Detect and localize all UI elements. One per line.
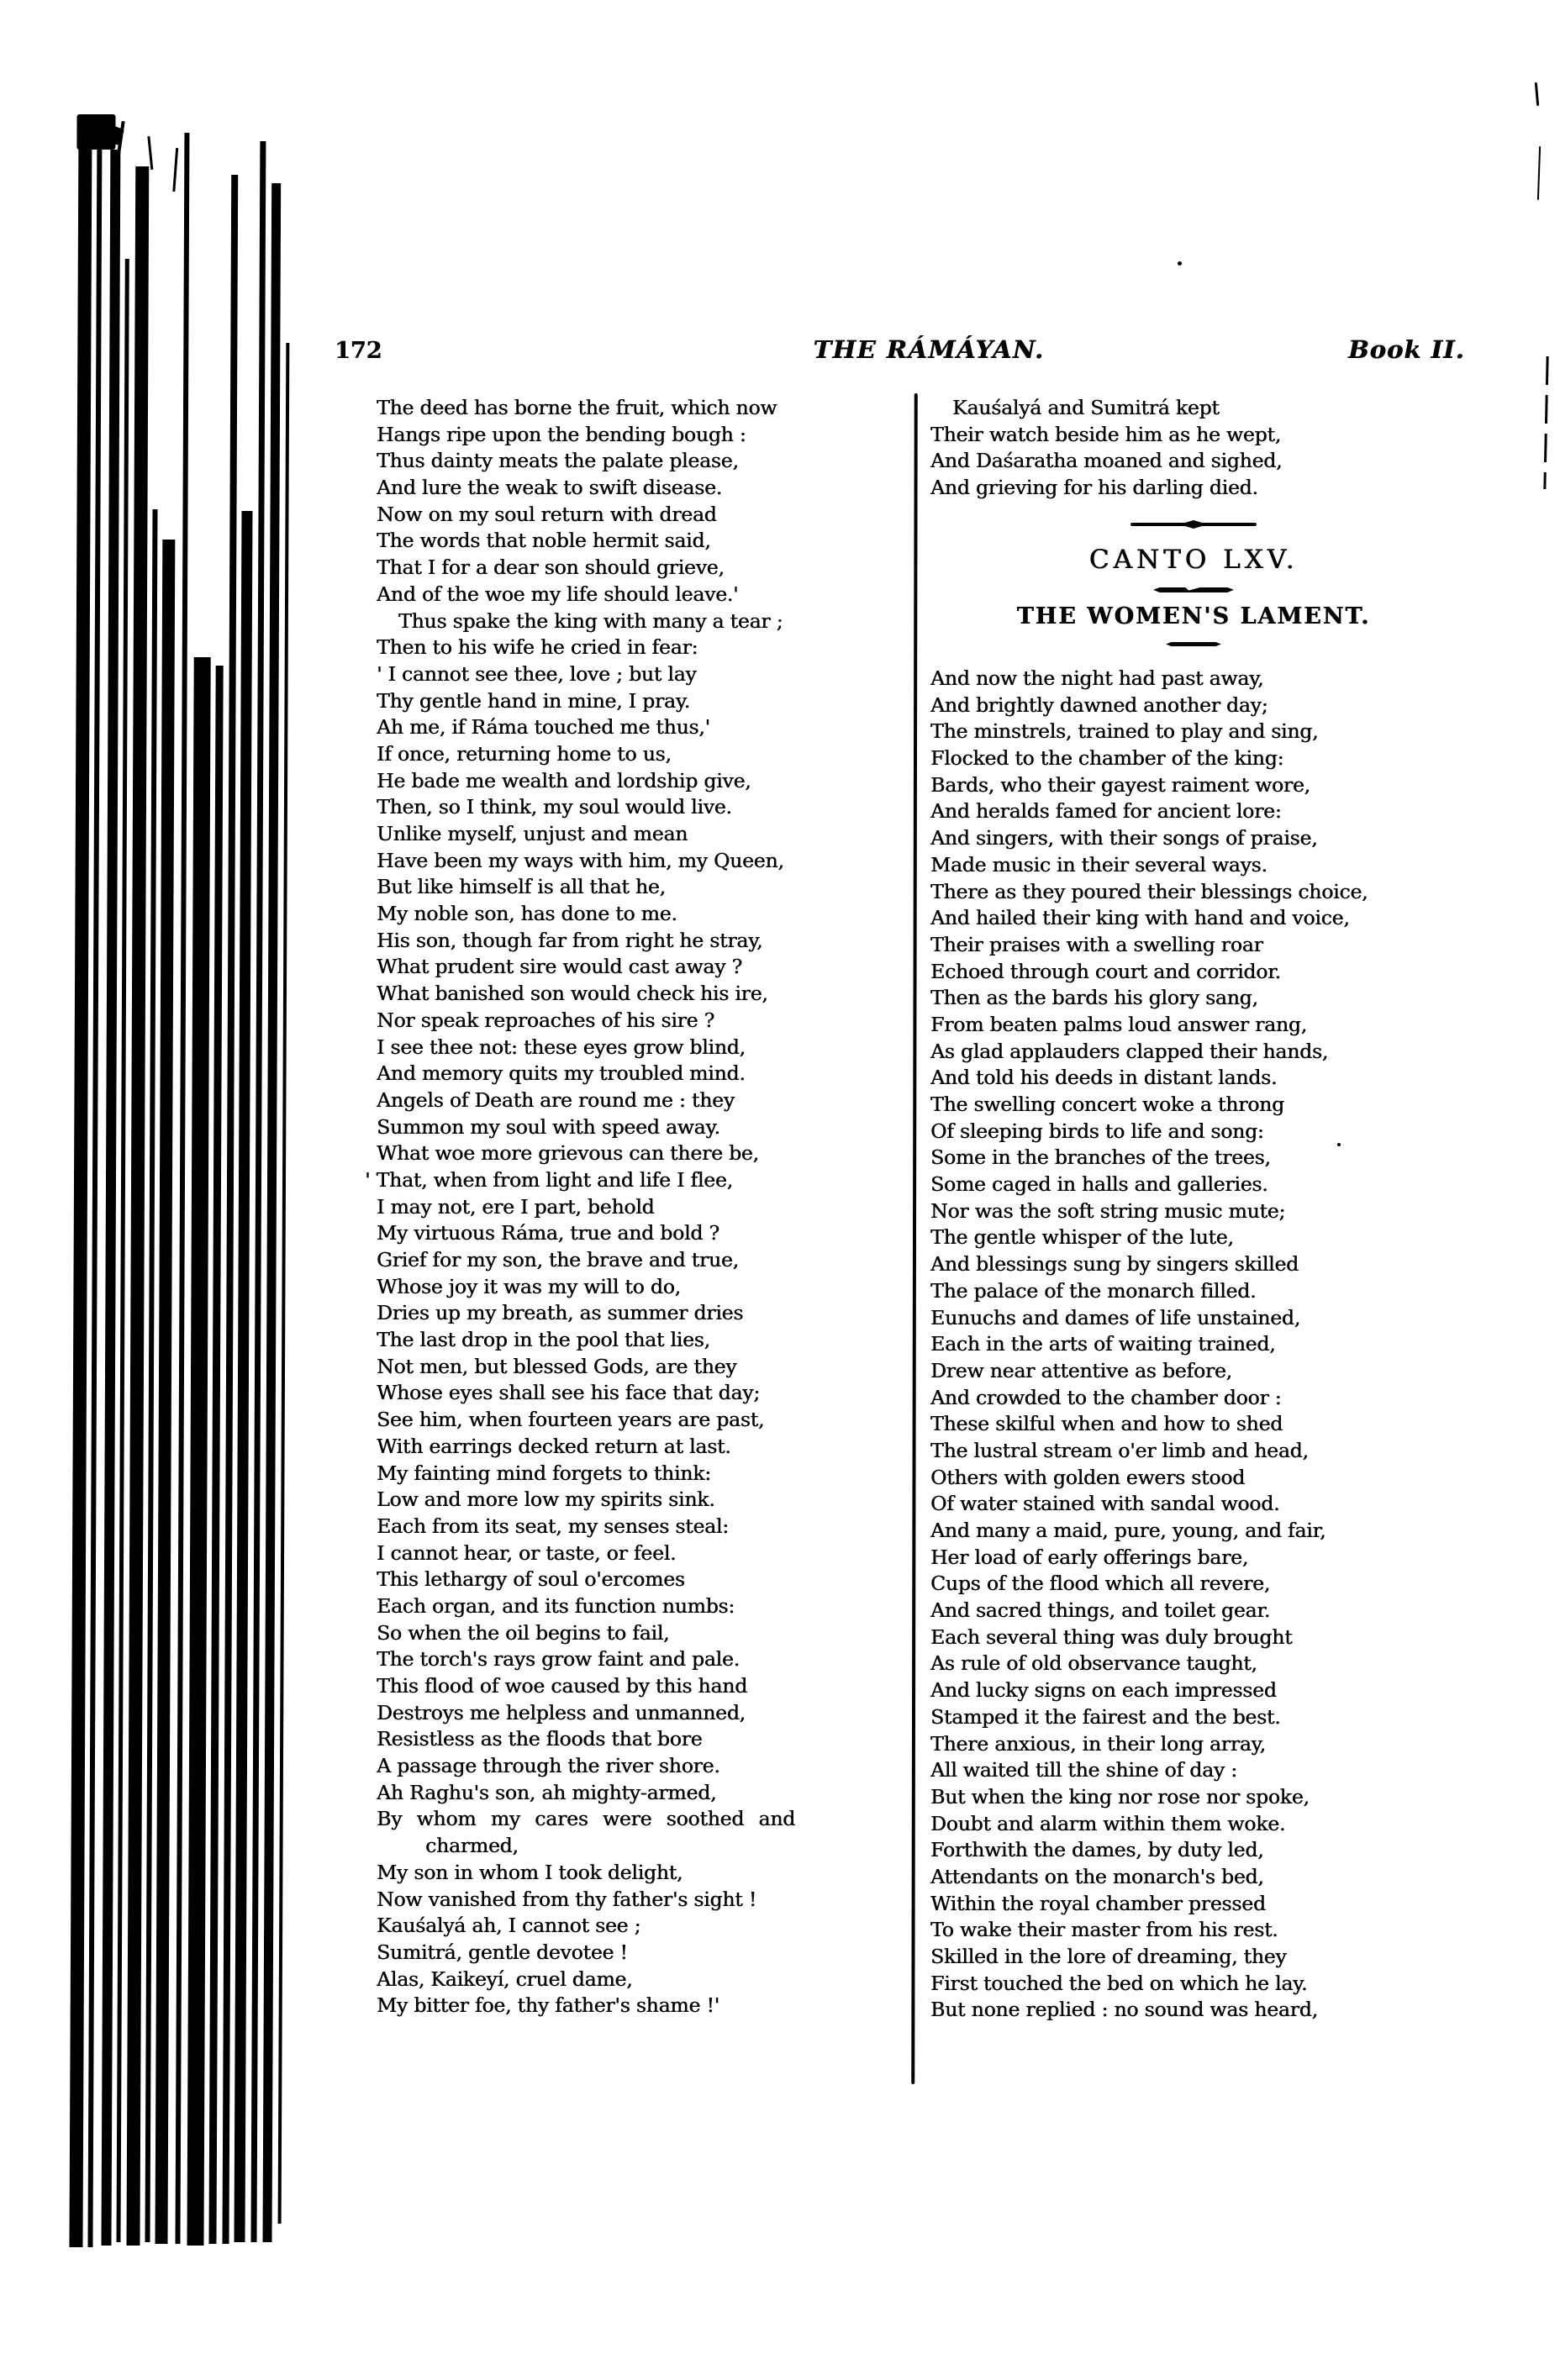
scan-streak [175, 133, 189, 2244]
poem-line: Some in the branches of the trees, [930, 1145, 1271, 1170]
poem-line: My bitter foe, thy father's shame !' [377, 1993, 719, 2018]
poem-line: Each several thing was duly brought [930, 1624, 1293, 1649]
poem-line: Made music in their several ways. [930, 852, 1268, 877]
poem-line: These skilful when and how to shed [930, 1412, 1283, 1436]
poem-line: I see thee not: these eyes grow blind, [377, 1035, 746, 1059]
poem-line: The last drop in the pool that lies, [377, 1328, 710, 1352]
poem-line: Unlike myself, unjust and mean [377, 822, 688, 845]
poem-line: I cannot hear, or taste, or feel. [377, 1540, 677, 1565]
poem-line: With earrings decked return at last. [377, 1434, 731, 1458]
poem-line: Attendants on the monarch's bed, [930, 1864, 1264, 1888]
poem-line: Now on my soul return with dread [377, 502, 717, 526]
poem-line: Whose eyes shall see his face that day; [377, 1381, 760, 1405]
poem-line: Each organ, and its function numbs: [377, 1593, 735, 1618]
tiny-rule [1166, 642, 1221, 646]
poem-line: Each in the arts of waiting trained, [930, 1332, 1276, 1356]
poem-line: Their praises with a swelling roar [930, 932, 1263, 956]
poem-line: Stamped it the fairest and the best. [930, 1704, 1281, 1729]
poem-line: Of water stained with sandal wood. [930, 1492, 1280, 1516]
poem-line: Sumitrá, gentle devotee ! [377, 1940, 628, 1964]
poem-line: Have been my ways with him, my Queen, [377, 848, 784, 872]
poem-line: Destroys me helpless and unmanned, [377, 1700, 746, 1724]
poem-line: Forthwith the dames, by duty led, [930, 1838, 1264, 1862]
diamond-rule [1130, 523, 1257, 526]
poem-line: By whom my cares were soothed and [377, 1807, 795, 1831]
poem-line: And blessings sung by singers skilled [930, 1252, 1299, 1277]
poem-line: Of sleeping birds to life and song: [930, 1119, 1264, 1143]
scan-streak [208, 666, 223, 2244]
scan-streak [155, 540, 175, 2244]
poem-line: Ah me, if Ráma touched me thus,' [377, 715, 710, 740]
poem-line: Eunuchs and dames of life unstained, [930, 1305, 1300, 1330]
poem-line: He bade me wealth and lordship give, [377, 768, 751, 792]
poem-line: Nor speak reproaches of his sire ? [377, 1008, 714, 1032]
poem-line: And of the woe my life should leave.' [377, 582, 739, 606]
poem-line: The torch's rays grow faint and pale. [377, 1647, 740, 1672]
poem-line: That I for a dear son should grieve, [377, 556, 725, 580]
poem-line: And lucky signs on each impressed [930, 1678, 1277, 1703]
poem-line: My virtuous Ráma, true and bold ? [377, 1221, 719, 1245]
poem-line: And heralds famed for ancient lore: [930, 799, 1282, 824]
poem-line: Low and more low my spirits sink. [377, 1488, 715, 1512]
right-column-opening [930, 395, 1355, 502]
right-column [930, 666, 1368, 2024]
poem-line: And lure the weak to swift disease. [377, 476, 722, 500]
poem-line: Thus dainty meats the palate please, [377, 449, 739, 473]
poem-line: Summon my soul with speed away. [377, 1114, 720, 1139]
page-number: 172 [335, 338, 382, 364]
poem-line: Grief for my son, the brave and true, [377, 1248, 739, 1272]
poem-line: Her load of early offerings bare, [930, 1545, 1248, 1569]
poem-line: ' That, when from light and life I flee, [365, 1167, 733, 1192]
poem-line: Kauśalyá and Sumitrá kept [952, 396, 1220, 419]
scan-speck [1337, 1143, 1341, 1146]
poem-line: And memory quits my troubled mind. [377, 1061, 746, 1086]
poem-line: Whose joy it was my will to do, [377, 1274, 681, 1298]
poem-line: And told his deeds in distant lands. [930, 1066, 1278, 1090]
poem-line: The minstrels, trained to play and sing, [930, 719, 1319, 744]
poem-line: Not men, but blessed Gods, are they [377, 1354, 737, 1378]
poem-line: My son in whom I took delight, [377, 1860, 683, 1884]
poem-line: I may not, ere I part, behold [377, 1194, 655, 1219]
poem-line: What prudent sire would cast away ? [377, 955, 742, 979]
poem-line: And brightly dawned another day; [930, 692, 1268, 717]
poem-line: My noble son, has done to me. [377, 902, 677, 926]
poem-line: My fainting mind forgets to think: [377, 1461, 711, 1485]
poem-line: ' I cannot see thee, love ; but lay [377, 661, 697, 686]
poem-line: Ah Raghu's son, ah mighty-armed, [377, 1780, 717, 1804]
scan-streak [234, 511, 252, 2242]
poem-line: Flocked to the chamber of the king: [930, 746, 1284, 771]
poem-line: And many a maid, pure, young, and fair, [930, 1519, 1326, 1542]
poem-line: Kauśalyá ah, I cannot see ; [377, 1914, 641, 1938]
poem-line: What woe more grievous can there be, [377, 1141, 759, 1166]
poem-line: Then as the bards his glory sang, [930, 986, 1258, 1010]
poem-line: So when the oil begins to fail, [377, 1620, 670, 1645]
poem-line: There as they poured their blessings choice, [930, 879, 1368, 903]
poem-line: Thus spake the king with many a tear ; [398, 608, 783, 633]
poem-line: The palace of the monarch filled. [930, 1278, 1257, 1303]
poem-line: This lethargy of soul o'ercomes [377, 1567, 685, 1592]
poem-line: First touched the bed on which he lay. [930, 1971, 1308, 1995]
poem-line: The swelling concert woke a throng [930, 1093, 1284, 1116]
poem-line: This flood of woe caused by this hand [377, 1674, 747, 1698]
poem-line: But none replied : no sound was heard, [930, 1998, 1318, 2022]
left-column [365, 395, 801, 2019]
poem-line: Others with golden ewers stood [930, 1465, 1245, 1489]
poem-line: Then to his wife he cried in fear: [377, 635, 698, 660]
canto-subheading: THE WOMEN'S LAMENT. [1016, 603, 1371, 629]
poem-line: Then, so I think, my soul would live. [377, 795, 732, 819]
poem-line: The gentle whisper of the lute, [930, 1225, 1234, 1250]
poem-line: Hangs ripe upon the bending bough : [377, 422, 746, 446]
poem-line: Cups of the flood which all revere, [930, 1572, 1270, 1596]
poem-line: Dries up my breath, as summer dries [377, 1301, 744, 1325]
poem-line: As glad applauders clapped their hands, [930, 1039, 1329, 1063]
poem-line: What banished son would check his ire, [377, 982, 768, 1006]
poem-line: Some caged in halls and galleries. [930, 1172, 1268, 1197]
poem-line: But when the king nor rose nor spoke, [930, 1784, 1310, 1809]
scan-streak [172, 148, 178, 192]
poem-line: And singers, with their songs of praise, [930, 826, 1318, 850]
poem-line: Their watch beside him as he wept, [930, 422, 1281, 446]
scan-binding-band [66, 114, 295, 2251]
scan-edge-dashed-line [1543, 356, 1548, 489]
poem-line: The deed has borne the fruit, which now [377, 396, 777, 419]
poem-line: Nor was the soft string music mute; [930, 1198, 1286, 1223]
poem-line: Echoed through court and corridor. [930, 959, 1281, 983]
book-label: Book II. [1348, 335, 1465, 364]
poem-line: As rule of old observance taught, [930, 1651, 1257, 1676]
canto-heading-block [931, 523, 1456, 646]
poem-line: And sacred things, and toilet gear. [930, 1598, 1270, 1623]
poem-line: His son, though far from right he stray, [377, 928, 763, 952]
poem-line: All waited till the shine of day : [930, 1758, 1237, 1782]
poem-line: And hailed their king with hand and voice, [930, 906, 1350, 930]
poem-line: But like himself is all that he, [377, 875, 666, 899]
poem-line: The lustral stream o'er limb and head, [930, 1438, 1309, 1462]
poem-line: Doubt and alarm within them woke. [930, 1811, 1286, 1835]
poem-line: Resistless as the floods that bore [377, 1727, 703, 1751]
poem-line: Skilled in the lore of dreaming, they [930, 1945, 1287, 1968]
poem-line: And grieving for his darling died. [930, 476, 1258, 500]
scan-streak [147, 136, 153, 170]
scan-streak [187, 657, 210, 2246]
poem-line: And now the night had past away, [930, 666, 1264, 690]
running-title: THE RÁMÁYAN. [813, 335, 1045, 364]
poem-line: There anxious, in their long array, [930, 1731, 1266, 1756]
scan-streak [262, 183, 281, 2242]
scan-edge-mark [1535, 82, 1539, 106]
poem-line: See him, when fourteen years are past, [377, 1408, 765, 1432]
poem-line: Each from its seat, my senses steal: [377, 1514, 729, 1538]
poem-line: And Daśaratha moaned and sighed, [930, 449, 1283, 473]
poem-line: Bards, who their gayest raiment wore, [930, 772, 1310, 797]
poem-line: Thy gentle hand in mine, I pray. [377, 688, 690, 713]
poem-line: Now vanished from thy father's sight ! [377, 1887, 756, 1911]
poem-line: To wake their master from his rest. [930, 1918, 1278, 1942]
poem-line: From beaten palms loud answer rang, [930, 1012, 1307, 1036]
poem-line: Alas, Kaikeyí, cruel dame, [377, 1967, 633, 1991]
canto-heading: CANTO LXV. [1088, 545, 1299, 575]
poem-line: A passage through the river shore. [377, 1754, 720, 1778]
poem-line: charmed, [425, 1834, 519, 1858]
poem-line: Drew near attentive as before, [930, 1358, 1232, 1382]
poem-line: Within the royal chamber pressed [930, 1891, 1266, 1915]
column-divider-rule [911, 393, 918, 2084]
poem-line: If once, returning home to us, [377, 741, 672, 766]
poem-line: Angels of Death are round me : they [377, 1087, 735, 1112]
poem-line: The words that noble hermit said, [377, 529, 711, 553]
poem-line: And crowded to the chamber door : [930, 1385, 1282, 1409]
scan-edge-mark [1537, 146, 1541, 200]
scan-speck [1178, 261, 1182, 266]
short-rule [1153, 587, 1234, 592]
scan-streak [278, 343, 290, 2224]
